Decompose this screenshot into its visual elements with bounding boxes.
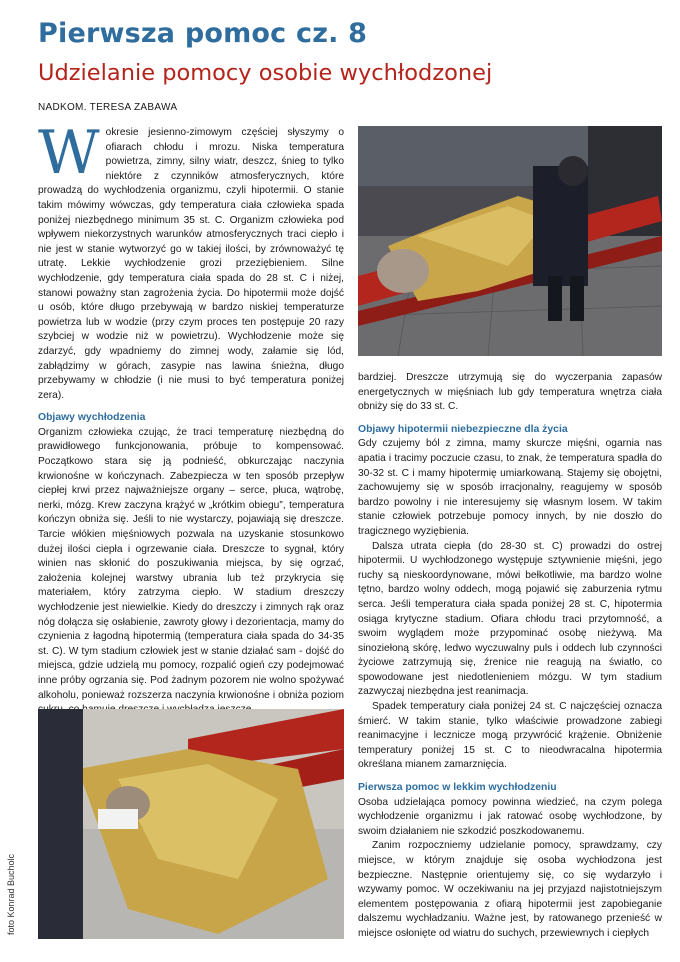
section-heading-danger: Objawy hipotermii niebezpieczne dla życia	[358, 423, 568, 435]
photo-rescue-top	[358, 126, 662, 356]
danger-paragraph-1: Gdy czujemy ból z zimna, mamy skurcze mięśni, ogarnia nas apatia i tracimy poczucie czasu, to znak, że temperatura spadła do 30-32 st. C i mamy hipotermię umiarkowaną. Stajemy się obojętni, zachowujemy się w sposób irracjonalny, reagujemy w sposób bardzo powolny i nie interesujemy się własnym losem. W takim stanie człowiek potrzebuje pomocy innych, by nie doszło do tragicznego wyziębienia.	[358, 438, 662, 537]
drop-cap: W	[38, 118, 100, 188]
photo-credit: foto Konrad Bucholc	[6, 853, 16, 935]
author: NADKOM. TERESA ZABAWA	[38, 102, 178, 113]
rescue-photo-illustration-2	[38, 709, 344, 939]
continued-paragraph: bardziej. Dreszcze utrzymują się do wyczerpania zapasów energetycznych w mięśniach lub gdy temperatura wnętrza ciała obniży się do 33 st. C.	[358, 372, 662, 413]
intro-paragraph: okresie jesienno-zimowym częściej słyszymy o ofiarach chłodu i mrozu. Niska temperatura powietrza, zimny, silny wiatr, deszcz, śnieg to tylko niektóre z czynników atmosferycznych, które prowadzą do wychłodzenia organizmu, czyli hipotermii. O stanie takim mówimy wówczas, gdy temperatura ciała człowieka spada poniżej niezbędnego minimum 35 st. C. Organizm człowieka pod wpływem niekorzystnych warunków atmosferycznych traci ciepło i nie jest w stanie wytworzyć go w takiej ilości, by zrównoważyć tę utratę. Lekkie wychłodzenie grozi przeziębieniem. Silne wychłodzenie, gdy temperatura ciała spada do 28 st. C i niżej, stanowi poważny stan zagrożenia życia. Do hipotermii może dojść u osób, które długo przebywają w bardzo niskiej temperaturze powietrza lub w wodzie (przy czym proces ten postępuje 20 razy szybciej w wodzie niż w powietrzu). Wychłodzenie może się zdarzyć, gdy wpadniemy do zimnej wody, załamie się lód, zabłądzimy w górach, zasypie nas lawina śnieżna, długo przebywamy w chłodzie (i nie musi to być temperatura poniżej zera).	[38, 127, 344, 401]
section-heading-first-aid: Pierwsza pomoc w lekkim wychłodzeniu	[358, 782, 557, 794]
first-aid-paragraph-2: Zanim rozpoczniemy udzielanie pomocy, sprawdzamy, czy miejsce, w którym znajduje się osoba wychłodzona jest bezpieczne. Następnie orientujemy się, co się wydarzyło i wzywamy pomoc. W oczekiwaniu na jej przyjazd najistotniejszym elementem postępowania z ofiarą hipotermii jest zapobieganie dalszemu wychładzaniu. Ważne jest, by ratowanego przenieść w miejsce osłonięte od wiatru do suchych, przewiewnych i ciepłych	[358, 840, 662, 939]
left-column	[38, 118, 344, 718]
danger-paragraph-2: Dalsza utrata ciepła (do 28-30 st. C) prowadzi do ostrej hipotermii. U wychłodzonego występuje sztywnienie mięśni, jego ruchy są nieskoordynowane, mówi bełkotliwie, ma bardzo wolne tętno, bardzo wolny oddech, mogą pojawić się zaburzenia rytmu serca. Jeśli temperatura ciała spada poniżej 28 st. C, hipotermia osiąga krytyczne stadium. Ofiara chłodu traci przytomność, a swoim wyglądem może przypominać osobę nieżywą. Ma sinoziełoną skórę, ledwo wyczuwalny puls i oddech lub czynności życiowe zatrzymują się, źrenice nie reagują na światło, co spowodowane jest niedotlenieniem mózgu. W tym stadium zazwyczaj niezbędna jest reanimacja.	[358, 540, 662, 698]
section-heading-symptoms: Objawy wychłodzenia	[38, 412, 146, 424]
page-title: Pierwsza pomoc cz. 8	[38, 18, 368, 49]
page-subtitle: Udzielanie pomocy osobie wychłodzonej	[38, 60, 493, 86]
symptoms-paragraph: Organizm człowieka czując, że traci temperaturę niezbędną do prawidłowego funkcjonowania, próbuje to kompensować. Początkowo stara się ją podnieść, obkurczając naczynia krwionośne w kończynach. Zabezpiecza w ten sposób przepływ ciepłej krwi przez najważniejsze organy – serce, płuca, wątrobę, nerki, mózg. Krew zaczyna krążyć w „krótkim obiegu”, temperatura kończyn obniża się. Jeśli to nie wystarczy, pojawiają się dreszcze. Tarcie włókien mięśniowych pozwala na uzyskanie stosunkowo dużej ilości ciepła i ogrzewanie ciała. Dreszcze to sygnał, który winien nas skłonić do poszukiwania miejsca, by się ogrzać, założenia kolejnej warstwy ubrania lub też przykrycia się materiałem, który zatrzyma ciepło. W stadium dreszczy wychłodzenie jest niewielkie. Kiedy do dreszczy i zimnych rąk oraz nóg dołącza się osłabienie, zawroty głowy i dezorientacja, mamy do czynienia z łagodną hipotermią (temperatura ciała spada do 34-35 st. C). W tym stadium człowiek jest w stanie działać sam - dojść do miejsca, gdzie udzielą mu pomocy, rozpalić ogień czy podejmować inne próby ogrzania się. Pod żadnym pozorem nie wolno spożywać alkoholu, ponieważ rozszerza naczynia krwionośne i obniża poziom	[38, 426, 344, 701]
first-aid-paragraph-1: Osoba udzielająca pomocy powinna wiedzieć, na czym polega wychłodzenie organizmu i jak ratować osobę wychłodzone, by swoim działaniem nie szkodzić poszkodowanemu.	[358, 796, 662, 837]
rescue-photo-illustration	[358, 126, 662, 356]
photo-rescue-bottom	[38, 709, 344, 939]
right-column	[358, 371, 662, 942]
danger-paragraph-3: Spadek temperatury ciała poniżej 24 st. C najczęściej oznacza śmierć. W takim stanie, tylko właściwie prowadzone zabiegi reanimacyjne i lecznicze mogą przywrócić krążenie. Obniżenie temperatury poniżej 15 st. C to nieodwracalna hipotermia określana mianem zamarznięcia.	[358, 701, 662, 771]
